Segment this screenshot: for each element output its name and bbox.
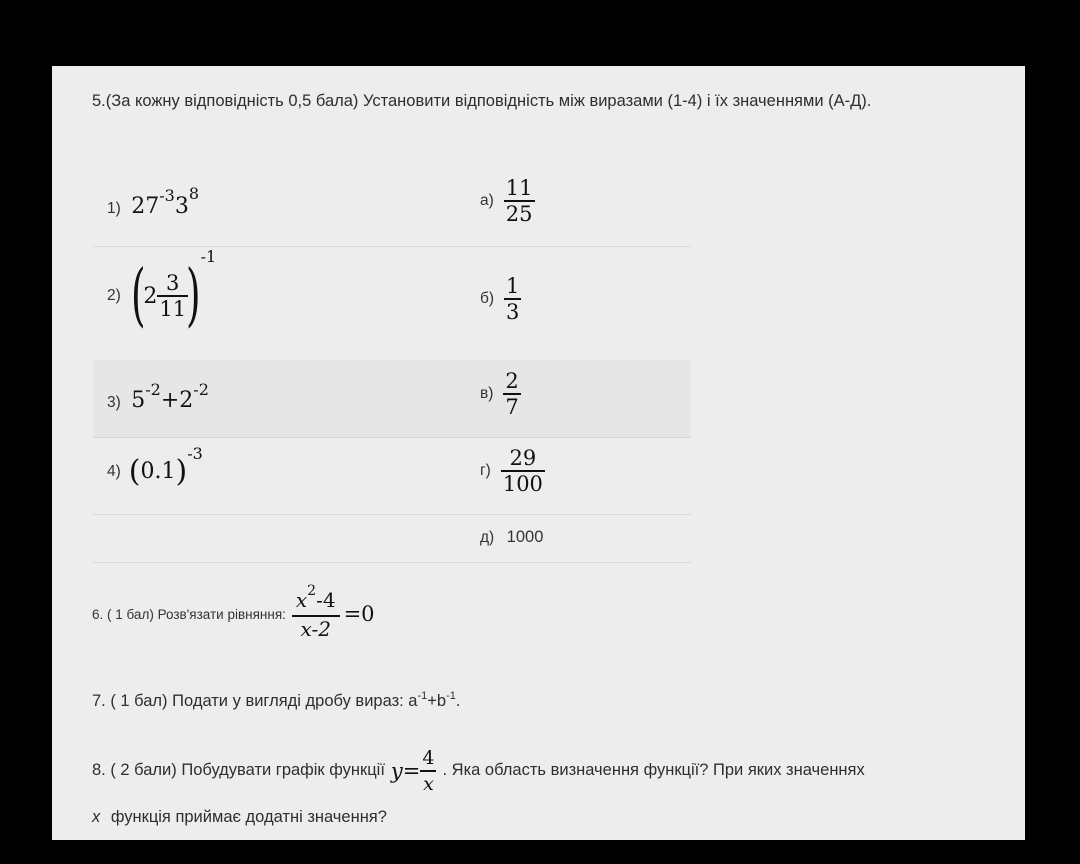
expression-label: 3)	[107, 394, 121, 411]
fraction-numerator: 2	[505, 369, 519, 393]
task7-mid: +b	[427, 692, 447, 710]
exponent: -1	[417, 690, 428, 702]
task8	[92, 746, 865, 796]
mixed-whole: 2	[143, 283, 158, 309]
answer-label: г)	[480, 461, 491, 479]
table-divider	[93, 246, 691, 247]
table-divider	[93, 437, 691, 438]
fraction-numerator: 1	[506, 274, 520, 298]
answer-a	[480, 176, 535, 226]
task7	[92, 692, 460, 711]
expression-exponent: -2	[145, 380, 161, 399]
plus-sign: +	[160, 388, 180, 413]
expression-2	[107, 246, 217, 335]
equals-sign: =	[402, 758, 421, 783]
task8-line2-text: функція приймає додатні значення?	[110, 808, 387, 826]
task8-line2	[92, 808, 387, 827]
expression-label: 1)	[107, 200, 121, 217]
answer-fraction	[503, 369, 520, 419]
expression-base: 3	[174, 194, 189, 219]
answer-fraction	[501, 446, 545, 496]
task6-fraction	[292, 583, 340, 641]
fraction-denominator: 3	[506, 299, 520, 324]
answer-value: 1000	[506, 528, 544, 546]
expression-exponent: -3	[159, 186, 175, 205]
table-divider	[93, 514, 691, 515]
answer-b	[480, 274, 521, 324]
answer-fraction	[504, 274, 521, 324]
expression-4	[107, 444, 203, 489]
task6-text: 6. ( 1 бал) Розв'язати рівняння:	[92, 606, 286, 622]
exponent: -1	[446, 690, 456, 702]
answer-v	[480, 369, 521, 419]
fraction-denominator: 7	[505, 394, 519, 419]
document-page	[52, 66, 1025, 840]
function-variable: y	[390, 758, 403, 783]
task8-text-after: . Яка область визначення функції? При яких значеннях	[442, 761, 865, 780]
answer-label: д)	[480, 529, 495, 546]
mixed-fraction	[157, 271, 188, 321]
fraction-denominator: 25	[505, 201, 533, 226]
left-paren: (	[130, 256, 146, 335]
expression-label: 2)	[107, 287, 121, 304]
expression-1	[107, 184, 200, 219]
fraction-numerator	[292, 583, 340, 615]
expression-3	[107, 380, 209, 413]
right-paren: )	[186, 256, 201, 335]
fraction-numerator: 11	[505, 176, 533, 200]
fraction-numerator: 3	[166, 271, 180, 296]
expression-base: 2	[179, 388, 194, 413]
variable-x: x	[295, 588, 308, 612]
equals-zero: =0	[343, 602, 375, 627]
task8-fraction	[420, 746, 436, 796]
task5-heading: 5.(За кожну відповідність 0,5 бала) Установити відповідність між виразами (1-4) і їх значеннями (А-Д).	[92, 92, 872, 110]
fraction-numerator: 29	[509, 446, 537, 470]
variable-x: x	[92, 808, 101, 826]
task8-text: 8. ( 2 бали) Побудувати графік функції	[92, 761, 385, 780]
expression-exponent: -1	[200, 246, 217, 266]
answer-fraction	[504, 176, 535, 226]
expression-label: 4)	[107, 462, 121, 480]
numerator-rest: -4	[316, 588, 336, 612]
answer-label: в)	[480, 384, 494, 402]
task7-text: 7. ( 1 бал) Подати у вигляді дробу вираз: a	[92, 692, 418, 710]
expression-exponent: -2	[193, 380, 209, 399]
fraction-denominator: x-2	[300, 616, 331, 641]
task6	[92, 583, 375, 641]
left-paren: (	[128, 454, 141, 489]
expression-base: 5	[131, 388, 146, 413]
expression-exponent: -3	[187, 444, 203, 463]
expression-base: 0.1	[140, 459, 176, 484]
fraction-denominator: 11	[159, 296, 187, 321]
answer-label: б)	[480, 289, 495, 307]
fraction-numerator: 4	[422, 747, 435, 769]
expression-base: 27	[131, 194, 160, 219]
fraction-denominator: 100	[502, 471, 543, 496]
exponent: 2	[307, 583, 317, 599]
expression-exponent: 8	[188, 184, 200, 203]
fraction-denominator: x	[423, 772, 434, 795]
table-divider	[93, 562, 691, 563]
right-paren: )	[175, 454, 188, 489]
answer-g	[480, 446, 545, 496]
answer-d	[480, 528, 543, 547]
answer-label: а)	[480, 191, 494, 209]
task7-end: .	[455, 692, 461, 710]
